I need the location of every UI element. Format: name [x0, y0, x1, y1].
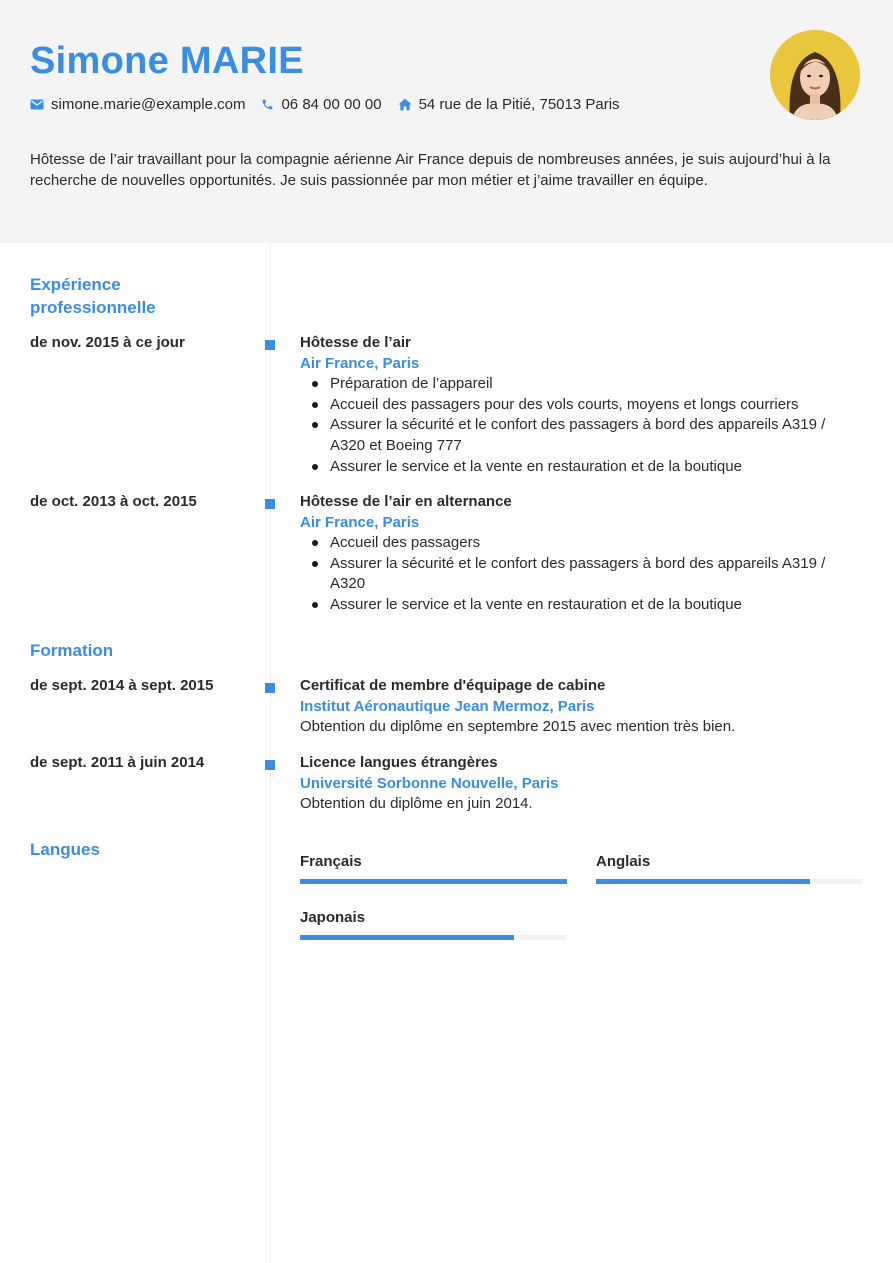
degree-title: Certificat de membre d'équipage de cabine — [300, 677, 606, 694]
language-level-fill — [300, 935, 514, 940]
list-item: Assurer le service et la vente en restauration et de la boutique — [300, 457, 860, 478]
experience-date: de oct. 2013 à oct. 2015 — [30, 493, 197, 510]
list-item: Assurer le service et la vente en restauration et de la boutique — [300, 595, 860, 616]
job-company: Air France, Paris — [300, 513, 420, 531]
degree-description: Obtention du diplôme en juin 2014. — [300, 795, 533, 813]
timeline-divider — [270, 243, 271, 1263]
language-item — [300, 853, 567, 870]
job-tasks — [300, 533, 860, 615]
language-item — [300, 909, 567, 926]
school-name: Université Sorbonne Nouvelle, Paris — [300, 774, 559, 792]
list-item: Préparation de l’appareil — [300, 374, 860, 395]
job-tasks — [300, 374, 860, 477]
email-icon — [30, 99, 44, 110]
education-date: de sept. 2011 à juin 2014 — [30, 754, 205, 771]
phone-icon — [261, 98, 274, 111]
email-text: simone.marie@example.com — [51, 96, 246, 113]
language-item — [596, 853, 863, 870]
language-level-fill — [300, 879, 567, 884]
language-level-bar — [300, 935, 567, 940]
school-name: Institut Aéronautique Jean Mermoz, Paris — [300, 697, 595, 715]
contact-info — [30, 96, 636, 113]
home-icon — [398, 98, 412, 111]
phone-text: 06 84 00 00 00 — [281, 96, 382, 113]
education-entry — [300, 753, 860, 815]
contact-phone — [261, 96, 381, 113]
header-section — [0, 0, 893, 243]
language-name: Japonais — [300, 909, 366, 926]
list-item: Accueil des passagers pour des vols courts, moyens et longs courriers — [300, 395, 860, 416]
timeline-marker — [265, 683, 275, 693]
education-entry — [300, 676, 860, 738]
timeline-marker — [265, 760, 275, 770]
job-company: Air France, Paris — [300, 354, 420, 372]
languages-section-title: Langues — [30, 840, 100, 859]
candidate-name: Simone MARIE — [30, 40, 304, 82]
contact-address — [398, 96, 620, 113]
timeline-marker — [265, 340, 275, 350]
job-title: Hôtesse de l’air en alternance — [300, 493, 512, 510]
language-name: Anglais — [596, 853, 651, 870]
list-item: Assurer la sécurité et le confort des passagers à bord des appareils A319 / A320 et Boeing 777 — [300, 415, 860, 456]
profile-photo — [770, 30, 860, 120]
address-text: 54 rue de la Pitié, 75013 Paris — [418, 96, 620, 113]
education-section-title: Formation — [30, 641, 114, 660]
degree-title: Licence langues étrangères — [300, 754, 498, 771]
job-title: Hôtesse de l’air — [300, 334, 411, 351]
experience-section-title: Expérience professionnelle — [30, 275, 156, 317]
education-date: de sept. 2014 à sept. 2015 — [30, 677, 214, 694]
language-level-bar — [596, 879, 863, 884]
experience-date: de nov. 2015 à ce jour — [30, 334, 185, 351]
degree-description: Obtention du diplôme en septembre 2015 avec mention très bien. — [300, 718, 736, 736]
language-name: Français — [300, 853, 362, 870]
experience-entry — [300, 333, 860, 477]
language-level-bar — [300, 879, 567, 884]
experience-entry — [300, 492, 860, 616]
list-item: Accueil des passagers — [300, 533, 860, 554]
contact-email — [30, 96, 245, 113]
profile-summary: Hôtesse de l’air travaillant pour la compagnie aérienne Air France depuis de nombreuses années, je suis aujourd’hui à la recherche de nouvelles opportunités. Je suis passionnée par mon métier et j’aime travailler en équipe. — [30, 151, 831, 189]
list-item: Assurer la sécurité et le confort des passagers à bord des appareils A319 / A320 — [300, 554, 860, 595]
language-level-fill — [596, 879, 810, 884]
timeline-marker — [265, 499, 275, 509]
